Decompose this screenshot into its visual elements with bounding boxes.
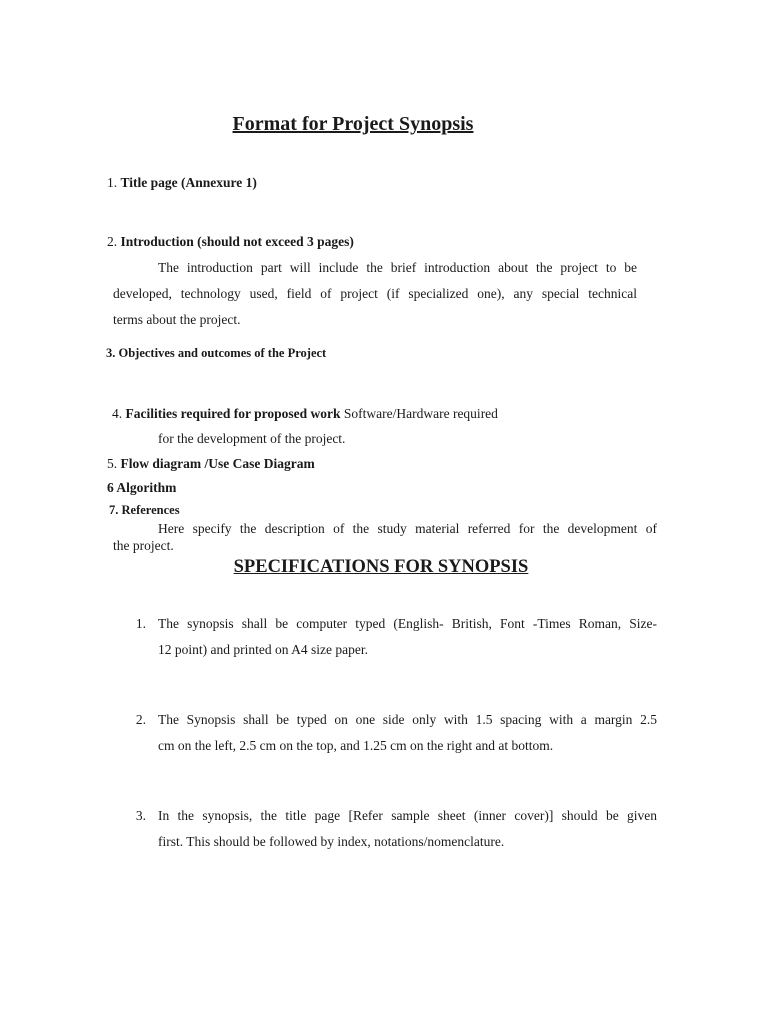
section-heading: Flow diagram /Use Case Diagram (120, 456, 315, 471)
section-body-line: the project. (113, 538, 174, 553)
section-2 (107, 234, 354, 250)
section-7 (109, 503, 180, 518)
section-heading: Objectives and outcomes of the Project (118, 346, 327, 360)
section-6 (107, 480, 176, 496)
section-body-line: Here specify the description of the study material referred for the development of (158, 521, 657, 536)
section-number: 4. (112, 406, 123, 421)
section-number: 5. (107, 456, 118, 471)
specifications-title: SPECIFICATIONS FOR SYNOPSIS (233, 557, 529, 577)
spec-item-line: first. This should be followed by index, notations/nomenclature. (158, 834, 505, 849)
section-number: 2. (107, 234, 118, 249)
section-number: 3. (106, 346, 116, 360)
section-heading: References (121, 503, 180, 517)
spec-item-line: cm on the left, 2.5 cm on the top, and 1.25 cm on the right and at bottom. (158, 738, 554, 753)
section-inline-text: Software/Hardware required (343, 406, 498, 421)
section-4 (112, 406, 498, 422)
section-heading: Facilities required for proposed work (125, 406, 341, 421)
section-heading: Title page (Annexure 1) (120, 175, 257, 190)
section-3 (106, 346, 326, 361)
spec-item-line: The synopsis shall be computer typed (English- British, Font -Times Roman, Size- (158, 616, 657, 631)
spec-item-number: 3. (135, 808, 146, 823)
section-body-line: terms about the project. (113, 312, 241, 327)
section-heading: Algorithm (116, 480, 177, 495)
spec-item-line: In the synopsis, the title page [Refer sample sheet (inner cover)] should be given (158, 808, 657, 823)
document-title: Format for Project Synopsis (232, 113, 474, 135)
section-1 (107, 175, 257, 191)
section-number: 1. (107, 175, 118, 190)
section-5 (107, 456, 315, 472)
section-number: 6 (107, 480, 114, 495)
section-body-line: for the development of the project. (158, 431, 346, 446)
section-body-line: The introduction part will include the brief introduction about the project to be (158, 260, 637, 275)
section-body-line: developed, technology used, field of project (if specialized one), any special technical (113, 286, 637, 301)
spec-item-line: The Synopsis shall be typed on one side only with 1.5 spacing with a margin 2.5 (158, 712, 657, 727)
spec-item-number: 1. (135, 616, 146, 631)
spec-item-number: 2. (135, 712, 146, 727)
section-heading: Introduction (should not exceed 3 pages) (120, 234, 354, 249)
spec-item-line: 12 point) and printed on A4 size paper. (158, 642, 368, 657)
section-number: 7. (109, 503, 119, 517)
